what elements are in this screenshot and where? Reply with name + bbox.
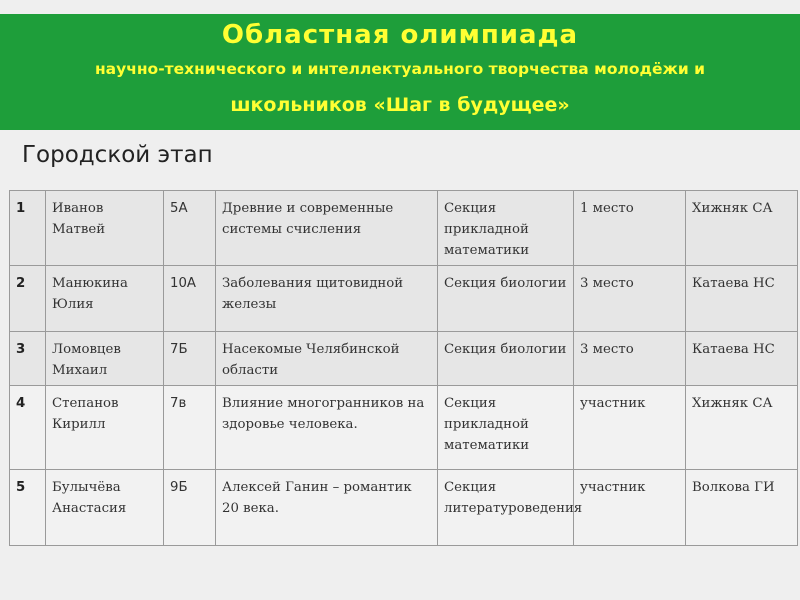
result-cell: 1 место (574, 191, 686, 266)
row-number: 4 (10, 386, 46, 470)
table-row (10, 386, 798, 470)
class-cell: 7в (164, 386, 216, 470)
row-number: 2 (10, 266, 46, 332)
class-cell: 5А (164, 191, 216, 266)
topic-cell: Заболевания щитовидной железы (216, 266, 438, 332)
topic-cell: Насекомые Челябинской области (216, 332, 438, 386)
olympiad-subtitle-line-2: школьников «Шаг в будущее» (230, 94, 570, 116)
table-row (10, 332, 798, 386)
topic-cell: Влияние многогранников на здоровье человека. (216, 386, 438, 470)
participant-name: Булычёва Анастасия (46, 470, 164, 546)
participant-name: Ломовцев Михаил (46, 332, 164, 386)
table-row (10, 266, 798, 332)
participant-name: Иванов Матвей (46, 191, 164, 266)
table-row (10, 470, 798, 546)
section-cell: Секция прикладной математики (438, 386, 574, 470)
row-number: 3 (10, 332, 46, 386)
olympiad-title: Областная олимпиада (221, 20, 579, 50)
title-banner (0, 14, 800, 130)
result-cell: 3 место (574, 266, 686, 332)
olympiad-subtitle-line-1: научно-технического и интеллектуального творчества молодёжи и (94, 60, 706, 78)
section-cell: Секция биологии (438, 266, 574, 332)
section-cell: Секция литературоведения (438, 470, 574, 546)
section-cell: Секция биологии (438, 332, 574, 386)
row-number: 5 (10, 470, 46, 546)
results-table (9, 190, 798, 546)
topic-cell: Древние и современные системы счисления (216, 191, 438, 266)
teacher-cell: Волкова ГИ (686, 470, 798, 546)
table-row (10, 191, 798, 266)
teacher-cell: Катаева НС (686, 332, 798, 386)
class-cell: 10А (164, 266, 216, 332)
teacher-cell: Хижняк СА (686, 386, 798, 470)
topic-cell: Алексей Ганин – романтик 20 века. (216, 470, 438, 546)
teacher-cell: Хижняк СА (686, 191, 798, 266)
result-cell: 3 место (574, 332, 686, 386)
result-cell: участник (574, 470, 686, 546)
row-number: 1 (10, 191, 46, 266)
class-cell: 7Б (164, 332, 216, 386)
result-cell: участник (574, 386, 686, 470)
stage-title: Городской этап (22, 142, 213, 168)
participant-name: Манюкина Юлия (46, 266, 164, 332)
class-cell: 9Б (164, 470, 216, 546)
section-cell: Секция прикладной математики (438, 191, 574, 266)
participant-name: Степанов Кирилл (46, 386, 164, 470)
teacher-cell: Катаева НС (686, 266, 798, 332)
